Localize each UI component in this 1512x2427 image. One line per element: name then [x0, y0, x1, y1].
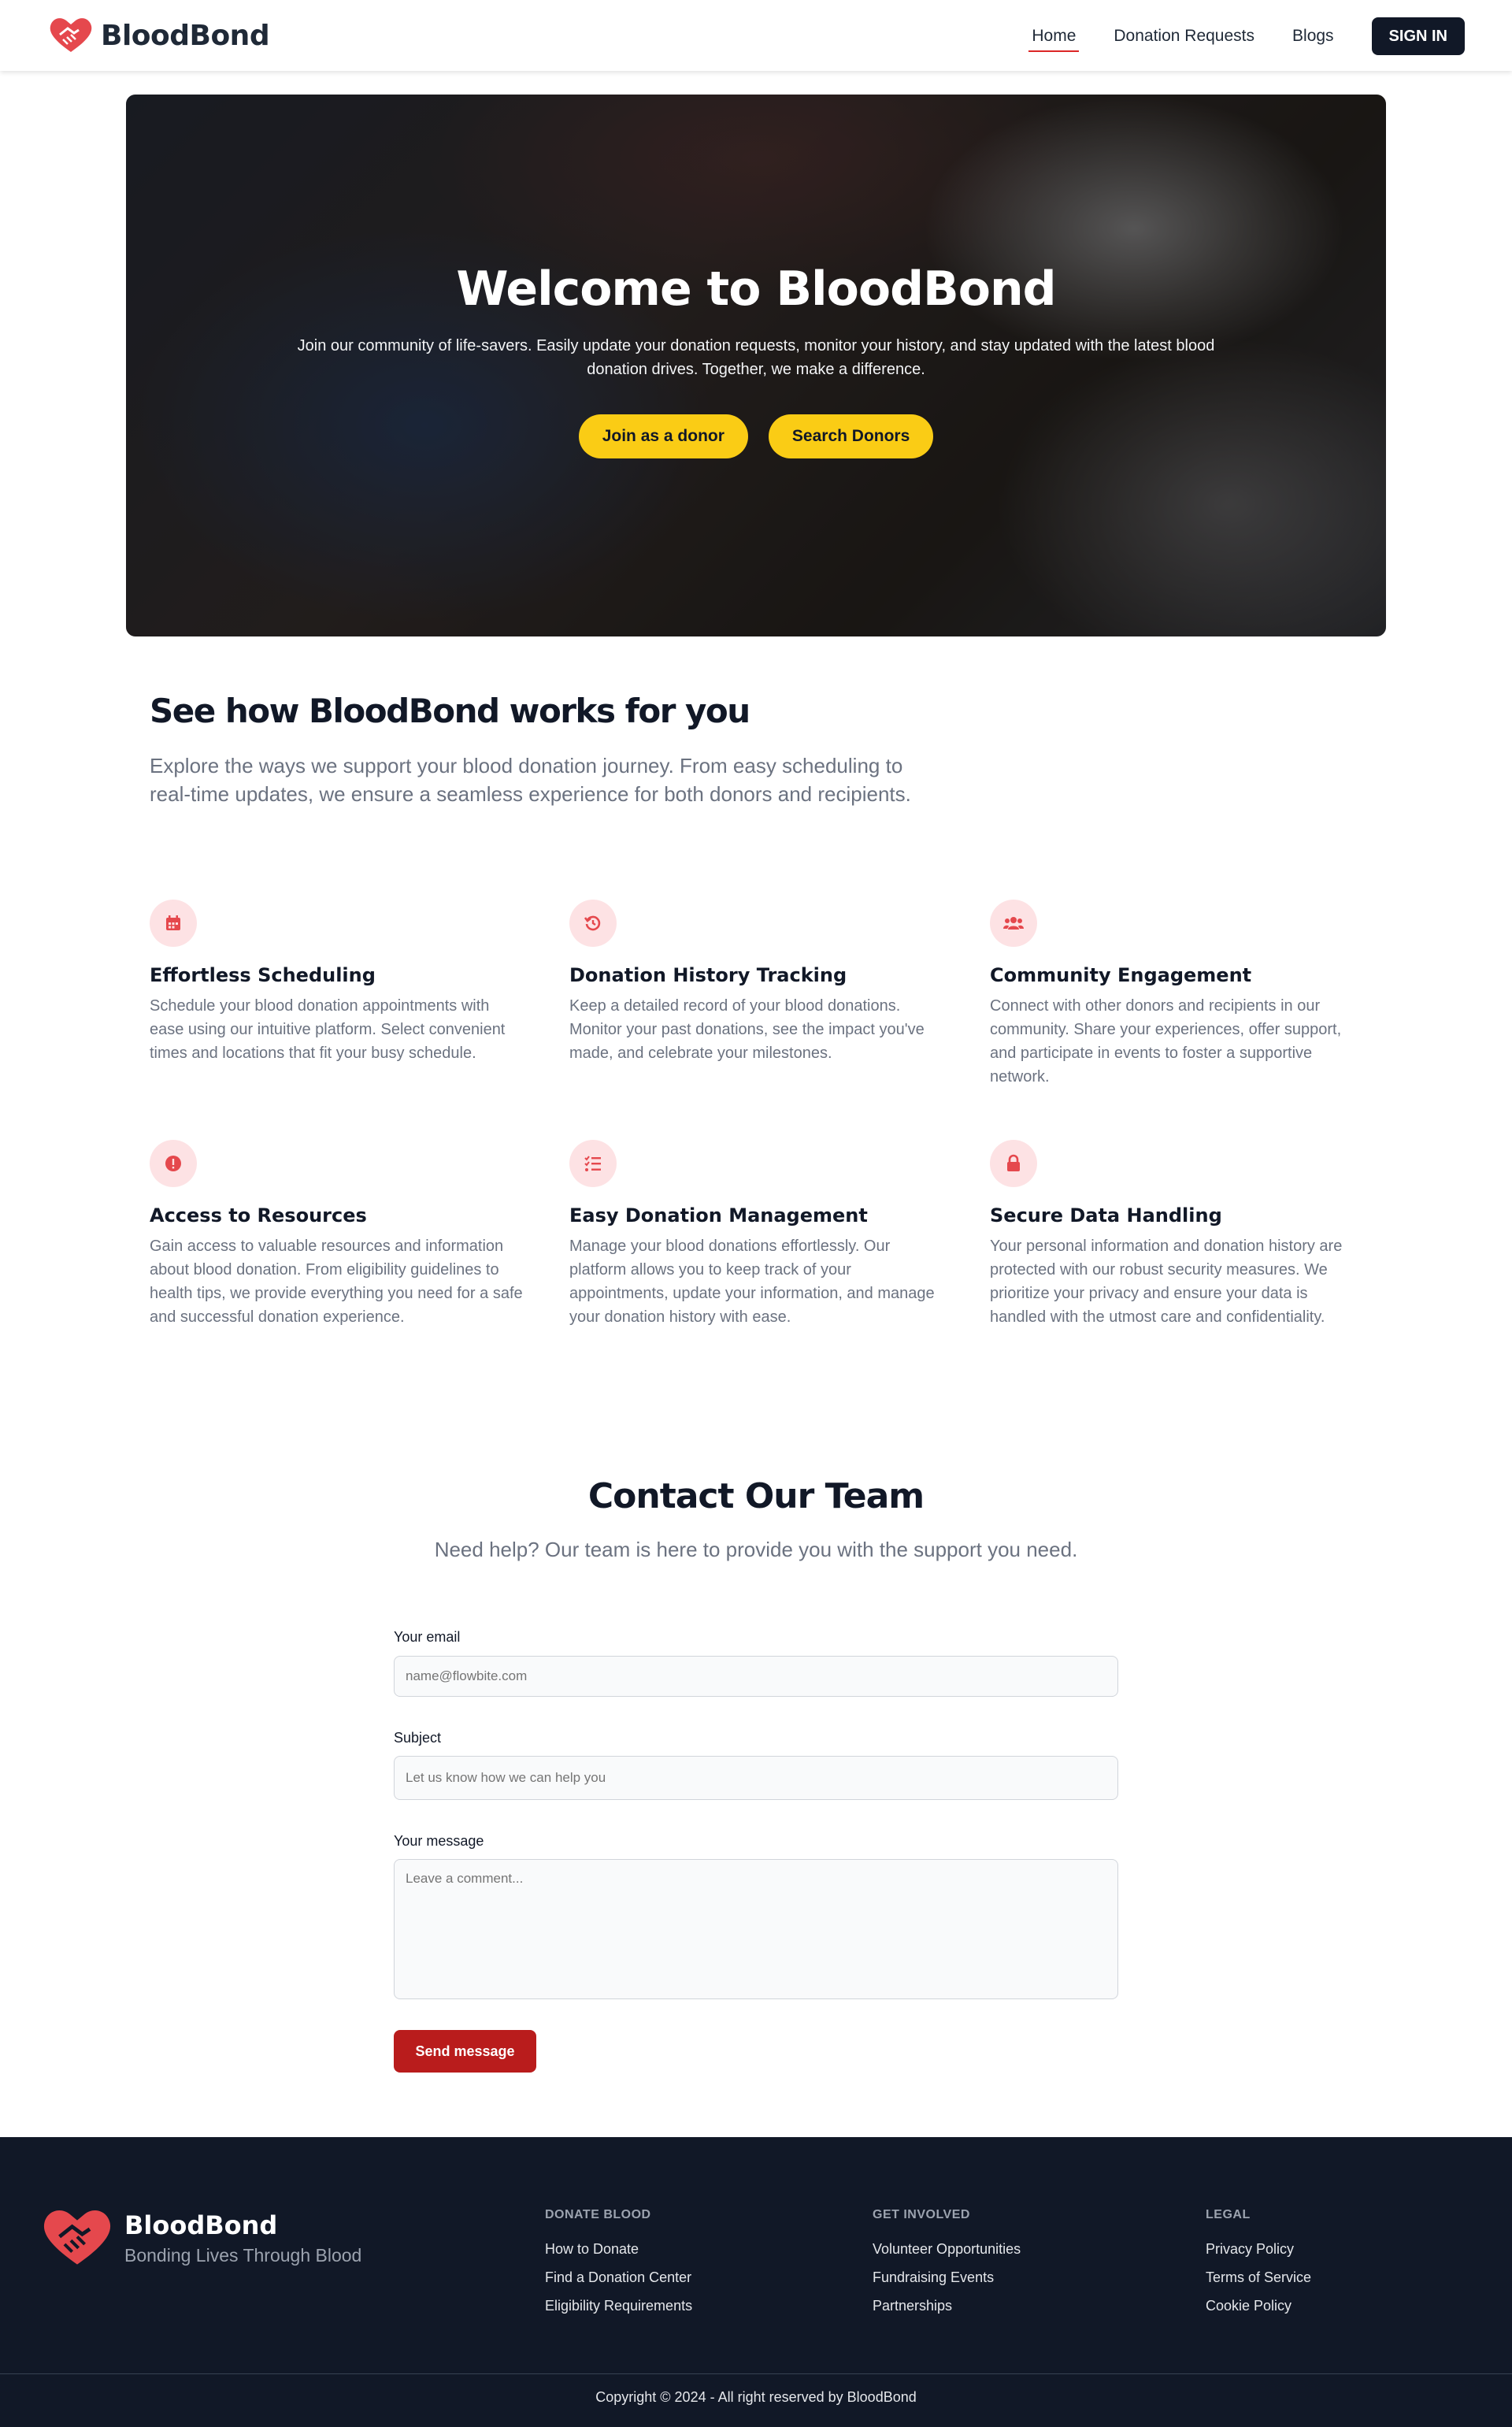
feature-title: Donation History Tracking — [569, 964, 847, 986]
nav-blogs[interactable]: Blogs — [1292, 27, 1334, 45]
feature-title: Easy Donation Management — [569, 1204, 868, 1226]
contact-subtitle: Need help? Our team is here to provide you with the support you need. — [434, 1538, 1078, 1561]
sign-in-button[interactable]: SIGN IN — [1372, 17, 1465, 55]
feature-description: Schedule your blood donation appointments with ease using our intuitive platform. Select convenient times and locations that fit your busy schedule. — [150, 997, 506, 1062]
feature-description: Manage your blood donations effortlessly. Our platform allows you to keep track of your appointments, update your information, and manage your donation history with ease. — [569, 1238, 935, 1326]
features-description: Explore the ways we support your blood donation journey. From easy scheduling to real-time updates, we ensure a seamless experience for both donors and recipients. — [150, 754, 911, 806]
hero-buttons — [126, 414, 1386, 458]
footer-link[interactable]: Find a Donation Center — [545, 2269, 692, 2285]
feature-card — [569, 1140, 947, 1329]
users-icon — [990, 900, 1037, 947]
handshake-heart-icon — [47, 16, 94, 55]
footer-brand: BloodBond — [124, 2210, 278, 2240]
footer-column-donate — [545, 2208, 692, 2326]
history-icon — [569, 900, 617, 947]
footer-link[interactable]: Cookie Policy — [1206, 2298, 1292, 2314]
footer-column-involved — [873, 2208, 1021, 2326]
footer — [0, 2137, 1512, 2427]
hero-subtitle: Join our community of life-savers. Easily update your donation requests, monitor your history, and stay updated with the latest blood donation drives. Together, we make a difference. — [297, 337, 1215, 378]
feature-card — [150, 1140, 528, 1329]
footer-link[interactable]: Eligibility Requirements — [545, 2298, 693, 2314]
feature-card — [990, 1140, 1368, 1329]
feature-title: Community Engagement — [990, 964, 1252, 986]
footer-logo[interactable] — [39, 2206, 361, 2269]
info-icon — [150, 1140, 197, 1187]
feature-card — [569, 900, 947, 1065]
feature-title: Secure Data Handling — [990, 1204, 1222, 1226]
footer-link[interactable]: Terms of Service — [1206, 2269, 1312, 2285]
footer-column-heading: DONATE BLOOD — [545, 2208, 651, 2221]
message-textarea[interactable] — [394, 1859, 1118, 1999]
send-message-button[interactable]: Send message — [394, 2030, 536, 2073]
footer-column-heading: LEGAL — [1206, 2208, 1251, 2221]
search-donors-button[interactable]: Search Donors — [769, 414, 933, 458]
feature-card — [150, 900, 528, 1065]
feature-description: Connect with other donors and recipients in our community. Share your experiences, offer support, and participate in events to foster a supportive network. — [990, 997, 1342, 1085]
footer-brand-block — [124, 2210, 361, 2266]
footer-link[interactable]: How to Donate — [545, 2241, 639, 2257]
feature-description: Gain access to valuable resources and information about blood donation. From eligibility guidelines to health tips, we provide everything you need for a safe and successful donation experience. — [150, 1238, 523, 1326]
message-label: Your message — [394, 1833, 484, 1849]
lock-icon — [990, 1140, 1037, 1187]
feature-description: Your personal information and donation history are protected with our robust security measures. We prioritize your privacy and ensure your data is handled with the utmost care and confidentiality. — [990, 1238, 1343, 1326]
footer-link[interactable]: Volunteer Opportunities — [873, 2241, 1021, 2257]
footer-link[interactable]: Fundraising Events — [873, 2269, 995, 2285]
brand-name: BloodBond — [101, 19, 270, 52]
feature-title: Access to Resources — [150, 1204, 367, 1226]
email-input[interactable] — [394, 1656, 1118, 1697]
footer-column-legal — [1206, 2208, 1311, 2326]
hero-banner — [126, 95, 1386, 636]
subject-label: Subject — [394, 1730, 442, 1746]
footer-link[interactable]: Partnerships — [873, 2298, 953, 2314]
nav-donation-requests[interactable]: Donation Requests — [1114, 27, 1255, 45]
footer-link[interactable]: Privacy Policy — [1206, 2241, 1295, 2257]
copyright: Copyright © 2024 - All right reserved by BloodBond — [595, 2389, 917, 2405]
features-title: See how BloodBond works for you — [150, 692, 750, 730]
footer-divider — [0, 2373, 1512, 2374]
feature-title: Effortless Scheduling — [150, 964, 376, 986]
contact-title: Contact Our Team — [587, 1476, 925, 1516]
feature-description: Keep a detailed record of your blood donations. Monitor your past donations, see the impact you've made, and celebrate your milestones. — [569, 997, 925, 1062]
footer-column-heading: GET INVOLVED — [873, 2208, 970, 2221]
subject-input[interactable] — [394, 1756, 1118, 1800]
calendar-icon — [150, 900, 197, 947]
hero-title: Welcome to BloodBond — [456, 262, 1056, 317]
logo[interactable] — [47, 16, 269, 55]
main-nav — [1028, 17, 1465, 55]
nav-home[interactable]: Home — [1028, 22, 1079, 50]
handshake-heart-icon — [39, 2206, 115, 2269]
join-donor-button[interactable]: Join as a donor — [579, 414, 748, 458]
list-check-icon — [569, 1140, 617, 1187]
footer-tagline: Bonding Lives Through Blood — [124, 2244, 362, 2266]
feature-card — [990, 900, 1368, 1089]
email-label: Your email — [394, 1629, 461, 1645]
header — [0, 0, 1512, 71]
